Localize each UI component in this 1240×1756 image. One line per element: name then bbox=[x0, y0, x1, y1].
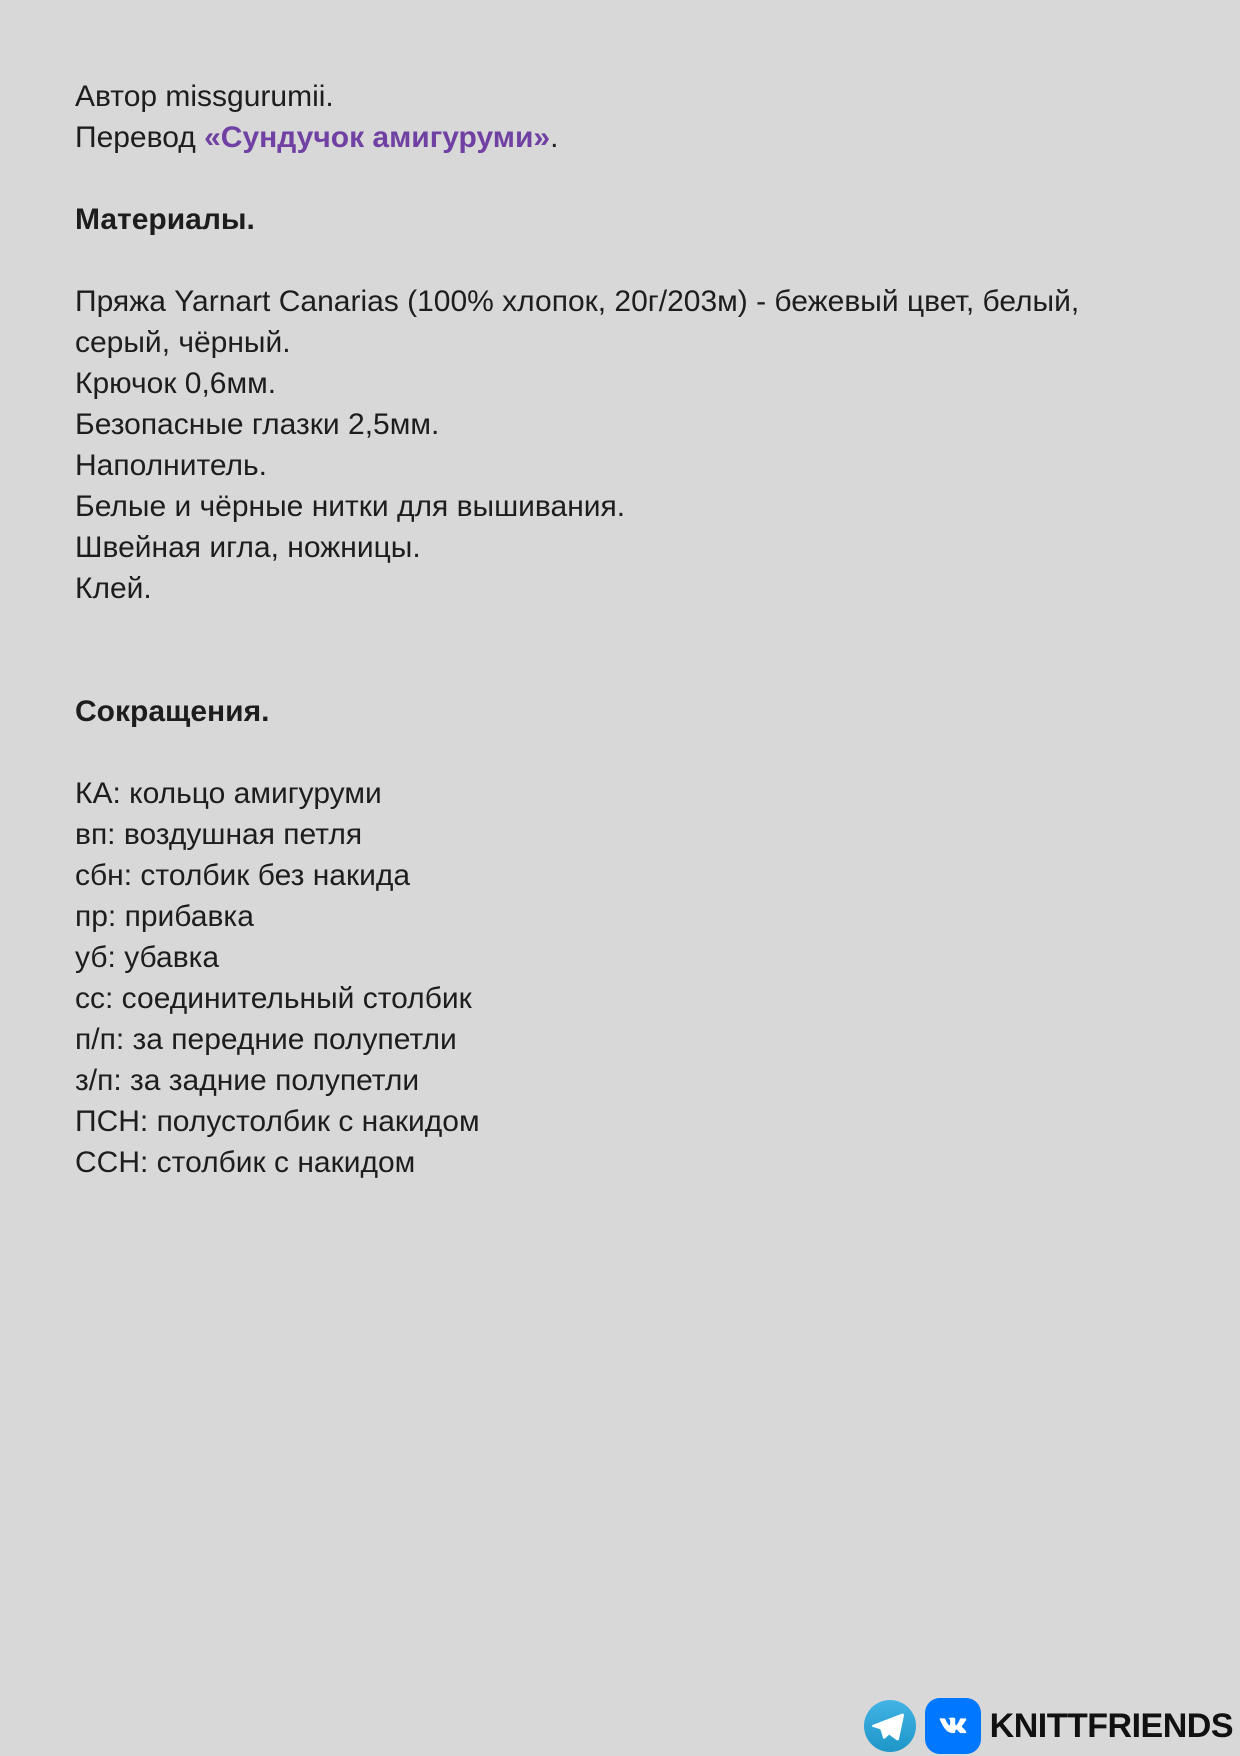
brand-name: KNITTFRIENDS bbox=[989, 1706, 1233, 1745]
abbreviation-line: пр: прибавка bbox=[75, 900, 254, 933]
translation-prefix: Перевод bbox=[75, 121, 205, 154]
materials-line: Пряжа Yarnart Canarias (100% хлопок, 20г/203м) - бежевый цвет, белый, bbox=[75, 285, 1080, 318]
abbreviation-line: сс: соединительный столбик bbox=[75, 982, 472, 1015]
abbreviation-line: ССН: столбик с накидом bbox=[75, 1146, 416, 1179]
materials-line: Клей. bbox=[75, 572, 152, 605]
author-line: Автор missgurumii. bbox=[75, 80, 334, 113]
blank-line bbox=[75, 650, 1220, 691]
document-content bbox=[75, 76, 1220, 1183]
brand-footer bbox=[864, 1698, 1233, 1754]
blank-line bbox=[75, 158, 1220, 199]
abbreviation-line: з/п: за задние полупетли bbox=[75, 1064, 420, 1097]
abbreviation-line: сбн: столбик без накида bbox=[75, 859, 411, 892]
materials-heading: Материалы. bbox=[75, 203, 255, 236]
abbreviation-line: ПСН: полустолбик с накидом bbox=[75, 1105, 480, 1138]
telegram-icon bbox=[864, 1700, 916, 1752]
abbreviation-line: КА: кольцо амигуруми bbox=[75, 777, 382, 810]
materials-line: Крючок 0,6мм. bbox=[75, 367, 277, 400]
blank-line bbox=[75, 732, 1220, 773]
abbreviation-line: п/п: за передние полупетли bbox=[75, 1023, 457, 1056]
abbreviation-line: вп: воздушная петля bbox=[75, 818, 363, 851]
materials-line: серый, чёрный. bbox=[75, 326, 291, 359]
blank-line bbox=[75, 240, 1220, 281]
blank-line bbox=[75, 609, 1220, 650]
translation-line bbox=[75, 117, 1220, 158]
translation-title: «Сундучок амигуруми» bbox=[204, 121, 551, 154]
materials-line: Швейная игла, ножницы. bbox=[75, 531, 421, 564]
materials-line: Белые и чёрные нитки для вышивания. bbox=[75, 490, 626, 523]
abbreviations-heading: Сокращения. bbox=[75, 695, 270, 728]
translation-suffix: . bbox=[550, 121, 559, 154]
materials-line: Наполнитель. bbox=[75, 449, 268, 482]
materials-line: Безопасные глазки 2,5мм. bbox=[75, 408, 440, 441]
vk-icon bbox=[925, 1698, 981, 1754]
abbreviation-line: уб: убавка bbox=[75, 941, 220, 974]
